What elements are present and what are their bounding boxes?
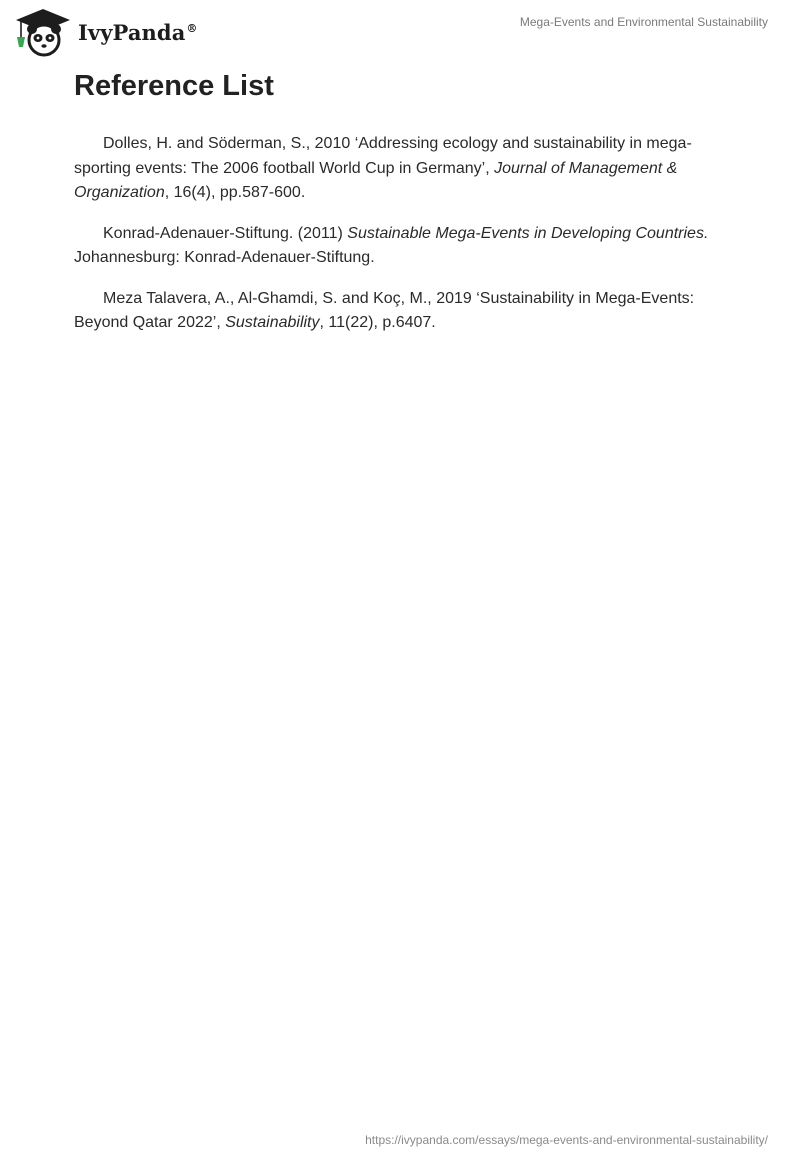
- logo-text: IvyPanda®: [78, 19, 198, 45]
- panda-graduate-icon: [14, 7, 72, 57]
- reference-source-title: Journal of Management & Organization: [74, 159, 678, 201]
- reference-item: Dolles, H. and Söderman, S., 2010 ‘Addressing ecology and sustainability in mega-sporting events: The 2006 football World Cup in Germany’, Journal of Management & Organization, 16(4), pp.587-600.: [74, 135, 692, 201]
- document-header-title: Mega-Events and Environmental Sustainability: [519, 15, 768, 29]
- reference-item: Meza Talavera, A., Al-Ghamdi, S. and Koç, M., 2019 ‘Sustainability in Mega-Events: Beyond Qatar 2022’, Sustainability, 11(22), p.6407.: [74, 289, 695, 331]
- page-title: Reference List: [74, 70, 274, 102]
- reference-list: [74, 132, 734, 352]
- logo[interactable]: [14, 6, 198, 58]
- reference-source-title: Sustainability: [225, 314, 320, 331]
- source-url-link[interactable]: https://ivypanda.com/essays/mega-events-and-environmental-sustainability/: [365, 1133, 768, 1147]
- registered-mark: ®: [186, 21, 198, 35]
- reference-item: Konrad-Adenauer-Stiftung. (2011) Sustainable Mega-Events in Developing Countries. Johannesburg: Konrad-Adenauer-Stiftung.: [74, 224, 709, 266]
- reference-source-title: Sustainable Mega-Events in Developing Countries.: [347, 224, 709, 242]
